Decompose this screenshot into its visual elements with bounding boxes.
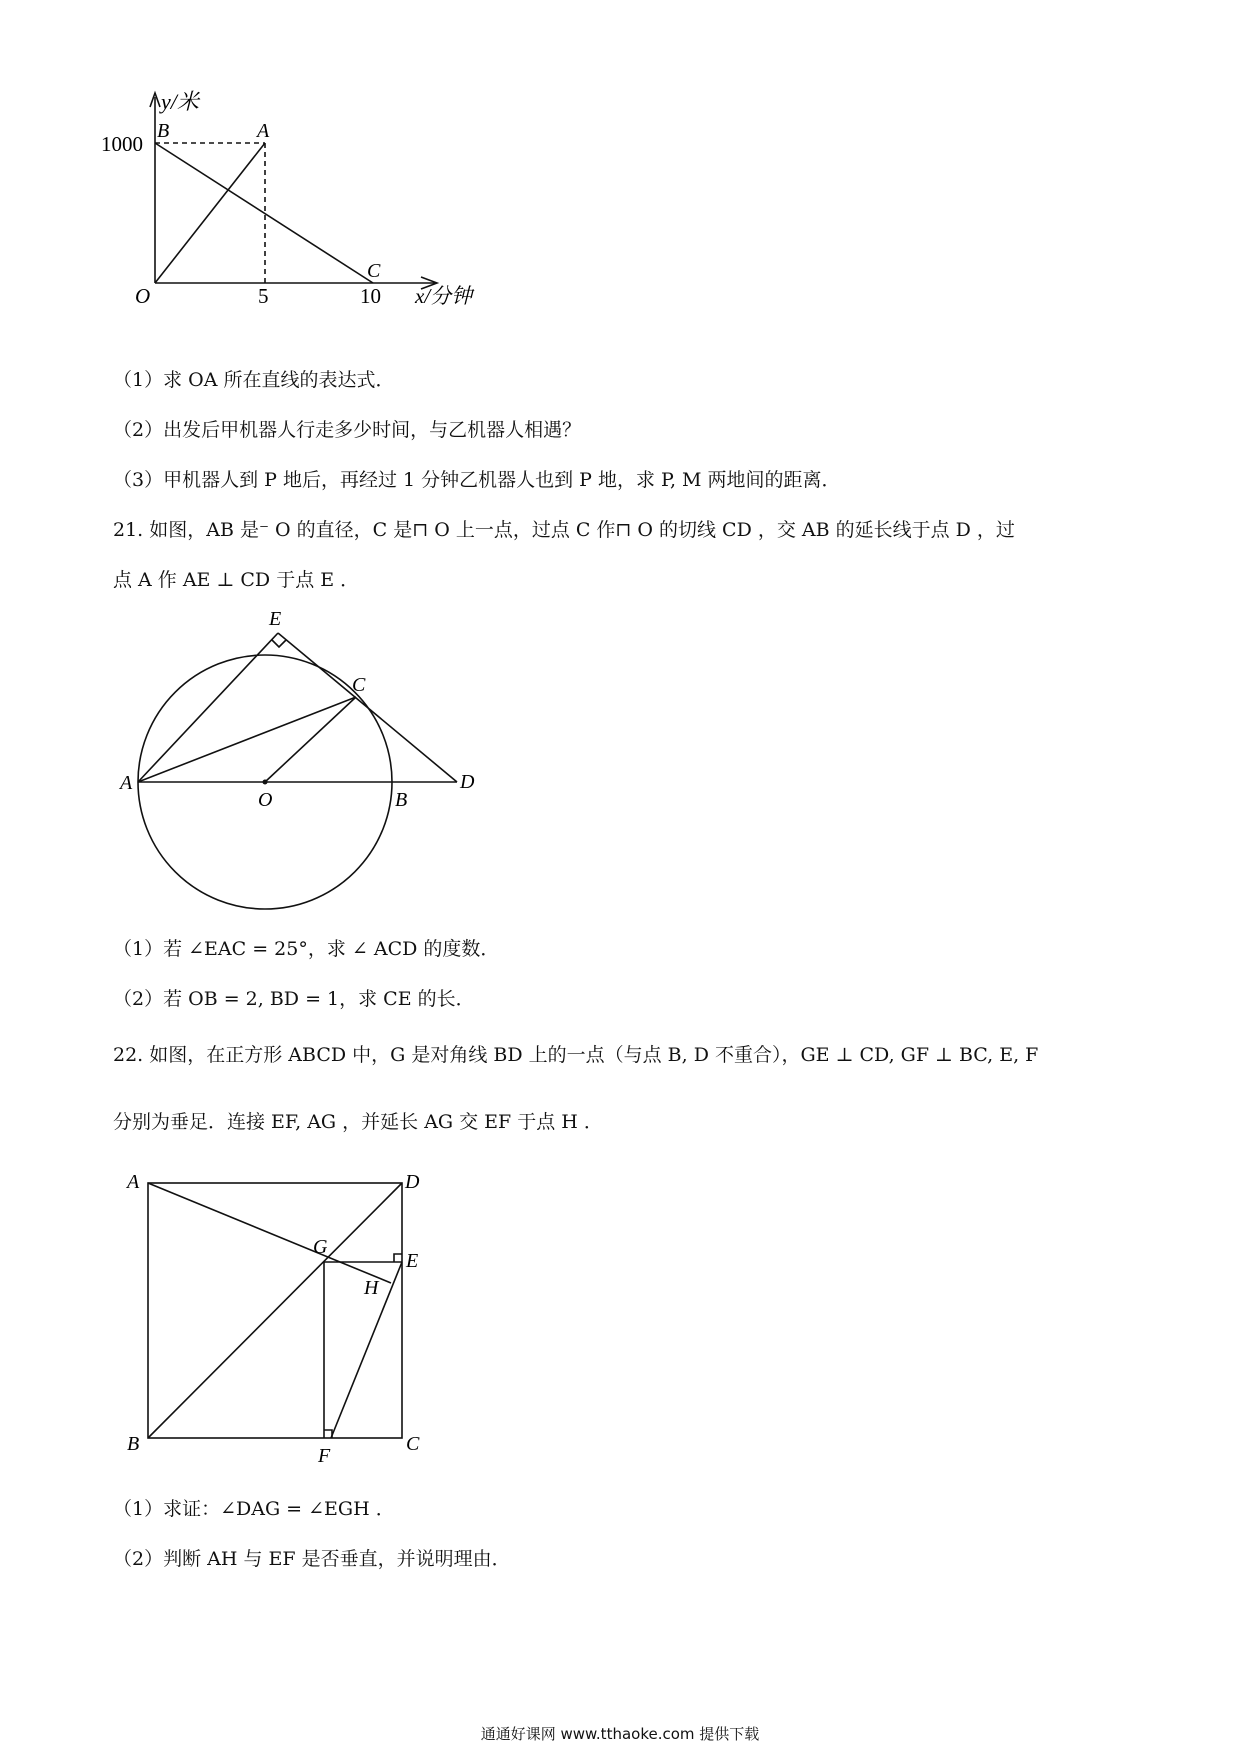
q21-stem-line1: 21. 如图，AB 是⁻ O 的直径，C 是⊓ O 上一点，过点 C 作⊓ O 的切线 CD ，交 AB 的延长线于点 D ，过 [113,519,1015,541]
line-AE [138,633,278,782]
q20-sub3: （3）甲机器人到 P 地后，再经过 1 分钟乙机器人也到 P 地，求 P, M 两地间的距离． [113,469,841,491]
q22-sub2: （2）判断 AH 与 EF 是否垂直，并说明理由． [113,1548,511,1570]
point-label-B: B [395,789,408,811]
point-label-F: F [318,1445,331,1467]
diagonal-BD [148,1183,402,1438]
line-OA [155,143,265,283]
point-label-A: A [120,772,133,794]
q22-stem-line2: 分别为垂足．连接 EF, AG ，并延长 AG 交 EF 于点 H ． [113,1111,603,1133]
center-dot-O [263,780,268,785]
point-label-D: D [460,771,475,793]
square-figure [115,1160,445,1470]
distance-time-graph [95,85,515,350]
point-label-O: O [258,789,273,811]
y-tick-1000: 1000 [101,132,143,156]
x-axis-label: x/分钟 [415,284,473,308]
point-label-C: C [352,674,366,696]
point-label-O: O [135,284,151,308]
point-label-E: E [406,1250,419,1272]
point-label-H: H [364,1277,379,1299]
point-label-G: G [313,1236,328,1258]
q20-sub1: （1）求 OA 所在直线的表达式． [113,369,395,391]
footer-download-note: 通通好课网 www.tthaoke.com 提供下载 [480,1725,760,1743]
line-OC [265,697,356,782]
q21-sub1: （1）若 ∠EAC = 25°，求 ∠ ACD 的度数． [113,938,500,960]
q21-stem-line2: 点 A 作 AE ⊥ CD 于点 E ． [113,569,360,591]
q22-stem-line1: 22. 如图，在正方形 ABCD 中，G 是对角线 BD 上的一点（与点 B, D 不重合），GE ⊥ CD, GF ⊥ BC, E, F [113,1044,1039,1066]
point-label-E: E [269,608,282,630]
point-label-A: A [257,120,270,142]
q21-sub2: （2）若 OB = 2, BD = 1，求 CE 的长． [113,988,475,1010]
x-tick-10: 10 [360,284,381,308]
point-label-A: A [127,1171,140,1193]
line-ED [278,633,457,782]
right-angle-mark-E [394,1254,402,1262]
line-AH [148,1183,391,1283]
circle-tangent-figure [115,605,495,925]
line-BC [155,143,373,283]
y-axis-label: y/米 [161,89,199,114]
right-angle-mark-E [272,640,286,647]
point-label-B: B [157,120,170,142]
point-label-B: B [127,1433,140,1455]
q22-sub1: （1）求证：∠DAG = ∠EGH ． [113,1498,395,1520]
point-label-D: D [405,1171,420,1193]
x-tick-5: 5 [258,284,269,308]
q20-sub2: （2）出发后甲机器人行走多少时间，与乙机器人相遇？ [113,419,582,441]
point-label-C: C [406,1433,420,1455]
point-label-C: C [367,260,381,282]
line-AC [138,697,356,782]
